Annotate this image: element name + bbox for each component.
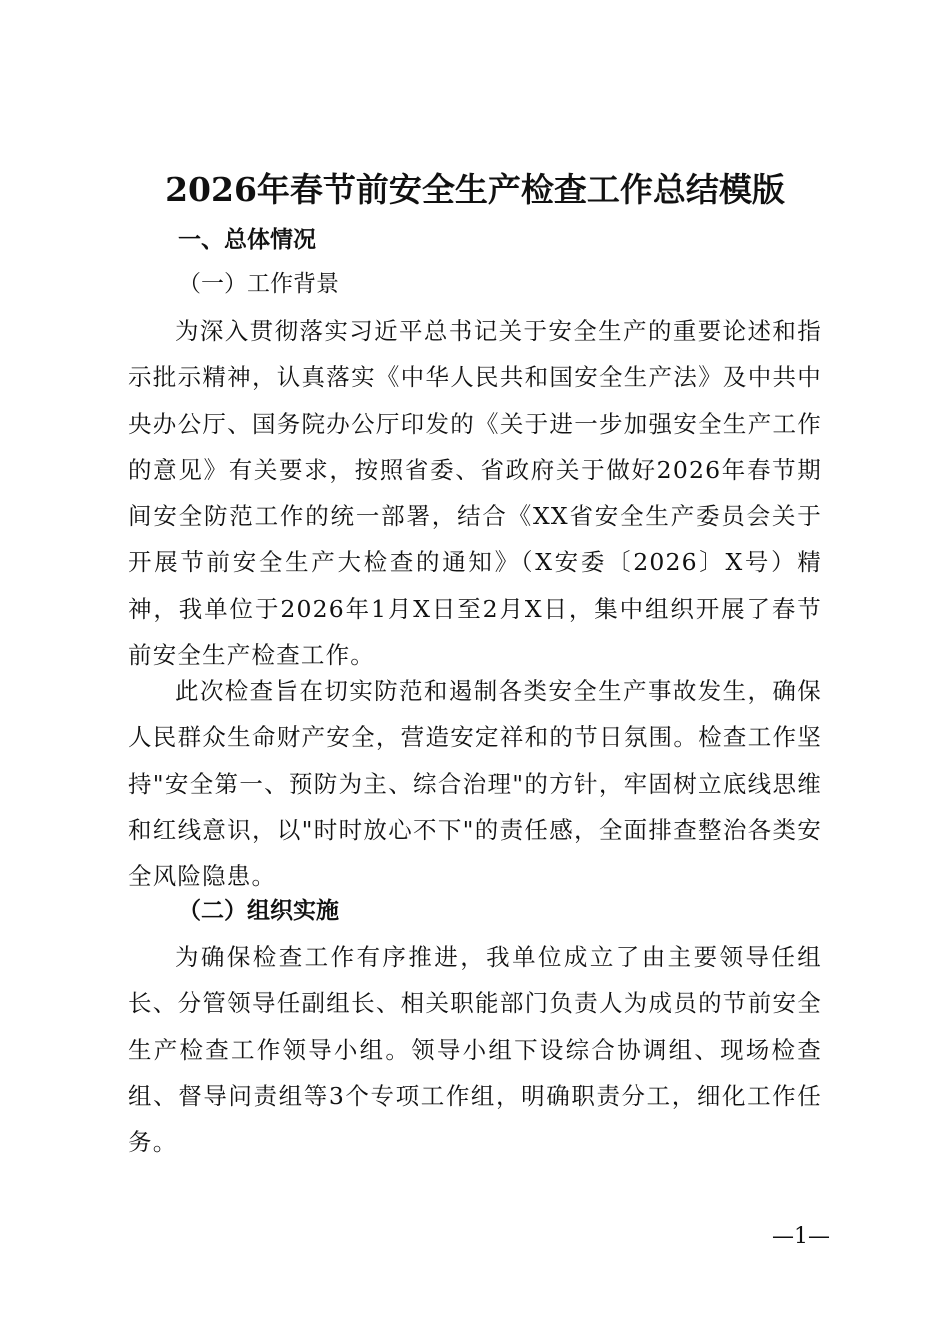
section-heading-overview: 一、总体情况 xyxy=(178,227,316,253)
subsection-heading-background: （一）工作背景 xyxy=(178,271,339,297)
page-number: —1— xyxy=(772,1224,830,1249)
subsection-heading-organization: （二）组织实施 xyxy=(178,898,339,924)
paragraph-background-2: 此次检查旨在切实防范和遏制各类安全生产事故发生，确保人民群众生命财产安全，营造安定祥和的节日氛围。检查工作坚持"安全第一、预防为主、综合治理"的方针，牢固树立底线思维和红线意识，以"时时放心不下"的责任感，全面排查整治各类安全风险隐患。 xyxy=(128,677,822,891)
paragraph-background-1: 为深入贯彻落实习近平总书记关于安全生产的重要论述和指示批示精神，认真落实《中华人民共和国安全生产法》及中共中央办公厅、国务院办公厅印发的《关于进一步加强安全生产工作的意见》有关要求，按照省委、省政府关于做好2026年春节期间安全防范工作的统一部署，结合《XX省安全生产委员会关于开展节前安全生产大检查的通知》（X安委〔2026〕X号）精神，我单位于2026年1月X日至2月X日，集中组织开展了春节前安全生产检查工作。 xyxy=(128,317,822,670)
paragraph-organization-1: 为确保检查工作有序推进，我单位成立了由主要领导任组长、分管领导任副组长、相关职能部门负责人为成员的节前安全生产检查工作领导小组。领导小组下设综合协调组、现场检查组、督导问责组等3个专项工作组，明确职责分工，细化工作任务。 xyxy=(128,943,822,1157)
document-title: 2026年春节前安全生产检查工作总结模版 xyxy=(165,170,785,209)
